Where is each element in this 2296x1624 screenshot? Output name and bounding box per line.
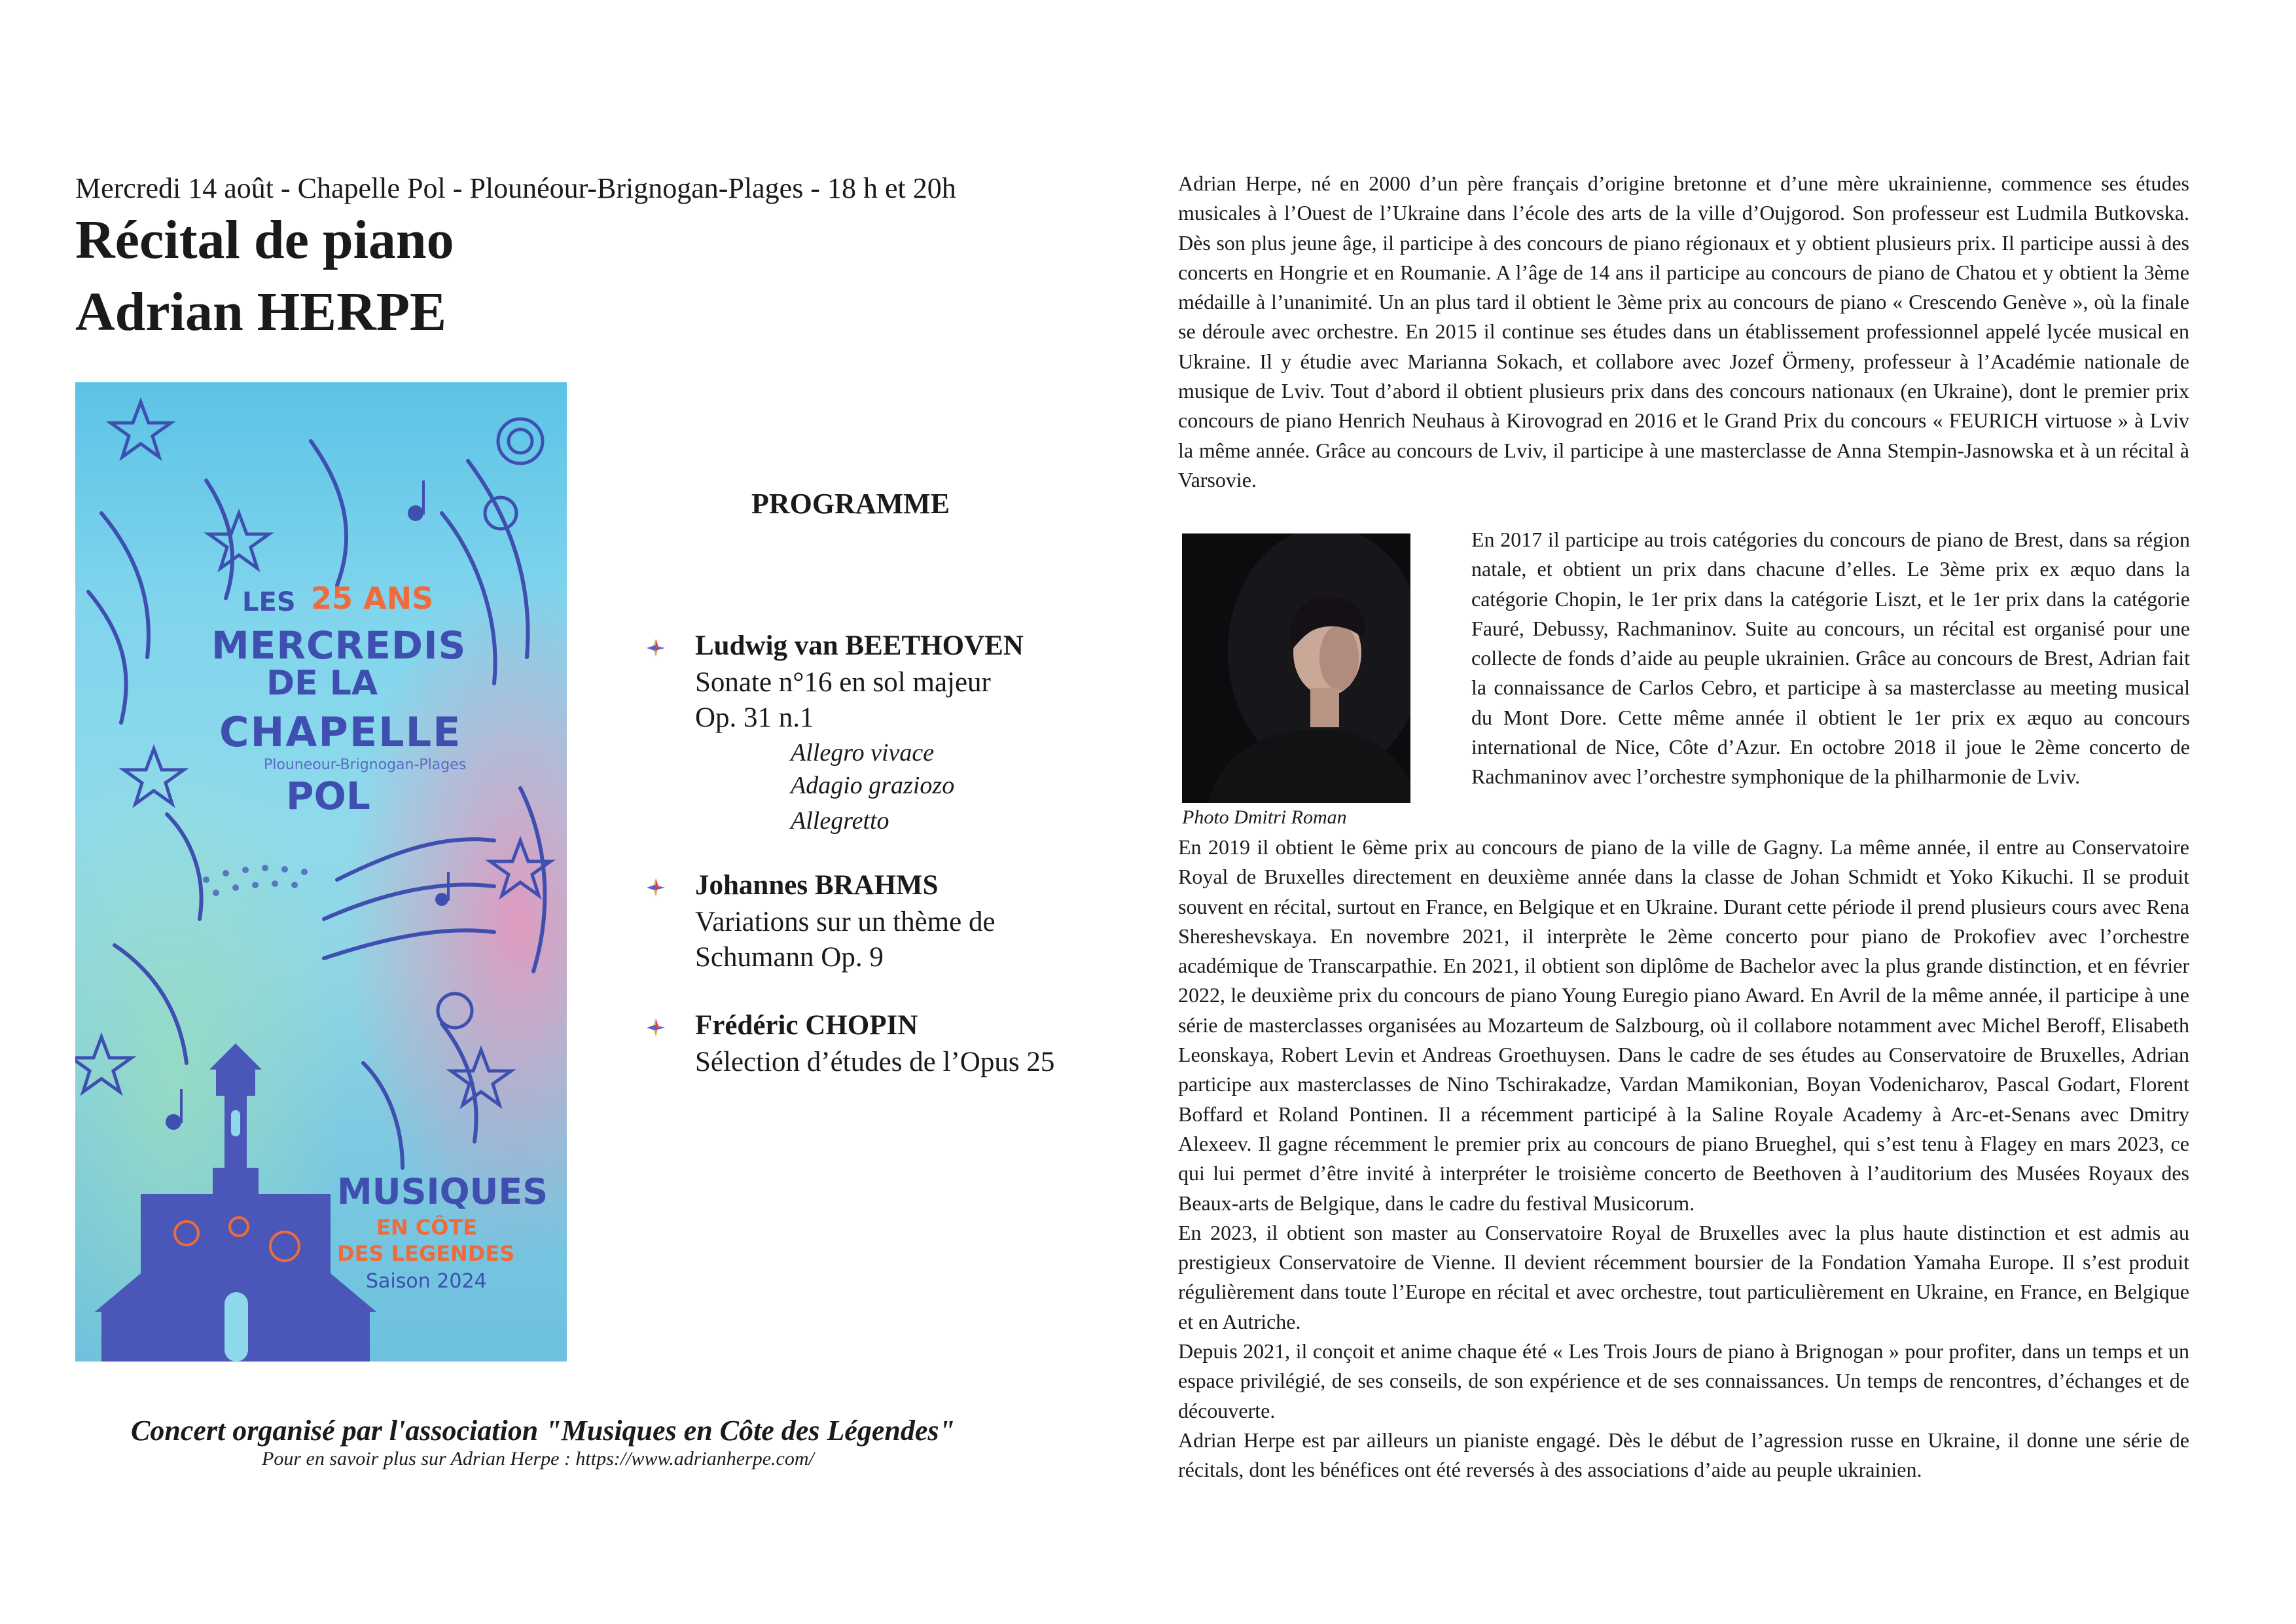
organizer-note: Concert organisé par l'association "Musiques en Côte des Légendes" bbox=[131, 1415, 955, 1447]
poster-des-legendes: DES LEGENDES bbox=[337, 1241, 515, 1266]
poster-mercredis: MERCREDIS bbox=[211, 623, 467, 668]
photo-caption: Photo Dmitri Roman bbox=[1182, 806, 1347, 828]
poster-en-cote: EN CÔTE bbox=[376, 1215, 478, 1240]
bullet-icon bbox=[645, 1017, 666, 1038]
page-title: Récital de piano bbox=[75, 209, 454, 270]
event-subtitle: Mercredi 14 août - Chapelle Pol - Plounéour-Brignogan-Plages - 18 h et 20h bbox=[75, 172, 956, 204]
bio-paragraph: En 2017 il participe au trois catégories du concours de piano de Brest, dans sa région natale, et obtient un prix dans chacune d’elles. Le 3ème prix ex æquo dans la catégorie Chopin, le 1er prix dans la catégorie Liszt, et le 1er prix dans la catégorie Fauré, Debussy, Rachmaninov. Suite au concours, un récital est organisé pour une collecte de fonds d’aide au peuple ukrainien. Grâce au concours de Brest, Adrian fait la connaissance de Carlos Cebro, et participe à sa masterclasse au meeting musical du Mont Dore. Cette même année il obtient le 1er prix ex æquo au concours international de Nice, Côte d’Azur. En octobre 2018 il joue le 2ème concerto de Rachmaninov avec l’orchestre symphonique de la philharmonie de Lviv. bbox=[1471, 528, 2190, 789]
festival-poster bbox=[75, 382, 567, 1362]
movement: Allegretto bbox=[791, 807, 889, 835]
portrait-image bbox=[1182, 533, 1410, 803]
programme-heading: PROGRAMME bbox=[751, 488, 950, 520]
poster-town: Plouneour-Brignogan-Plages bbox=[264, 757, 467, 773]
bio-paragraph: Adrian Herpe, né en 2000 d’un père français d’origine bretonne et d’une mère ukrainienne, commence ses études musicales à l’Ouest de l’Ukraine dans l’école des arts de la ville d’Oujgorod. Son professeur est Ludmila Butkovska. Dès son plus jeune âge, il participe à des concours de piano régionaux et y obtient plusieurs prix. Il participe aussi à des concerts en Hongrie et en Roumanie. A l’âge de 14 ans il participe au concours de piano de Chatou et y obtient la 3ème médaille à l’unanimité. Un an plus tard il obtient le 3ème prix au concours de piano « Crescendo Genève », où la finale se déroule avec orchestre. En 2015 il continue ses études dans un établissement professionnel appelé lycée musical en Ukraine. Il y étudie avec Marianna Sokach, et collabore avec Jozef Örmeny, professeur à l’Académie nationale de musique de Lviv. Tout d’abord il obtient plusieurs prix dans des concours nationaux (en Ukraine), dont le premier prix concours de piano Henrich Neuhaus à Kirovograd en 2016 et le Grand Prix du concours « FEURICH virtuose » à Lviv la même année. Grâce au concours de Lviv, il participe à une masterclasse de Anna Stempin-Jasnowska et à un récital à Varsovie. bbox=[1178, 171, 2189, 492]
work-line: Sélection d’études de l’Opus 25 bbox=[695, 1047, 1055, 1077]
bio-paragraph: En 2019 il obtient le 6ème prix au concours de piano de la ville de Gagny. La même année, il entre au Conservatoire Royal de Bruxelles directement en deuxième année dans la classe de Johan Schmidt et Yoko Kikuchi. Il se produit souvent en récital, surtout en France, en Belgique et en Ukraine. Durant cette période il prend plusieurs cours avec Rena Shereshevskaya. En novembre 2021, il interprète le 2ème concerto pour piano de Prokofiev avec l’orchestre académique de Transcarpathie. En 2021, il obtient son diplôme de Bachelor avec la plus grande distinction, et en février 2022, le deuxième prix du concours de piano Young Euregio piano Award. En Avril de la même année, il participe à une série de masterclasses organisées au Mozarteum de Salzbourg, où il collabore notamment avec Michel Beroff, Elisabeth Leonskaya, Robert Levin et Andreas Groethuysen. Dans le cadre de ses études au Conservatoire de Bruxelles, Adrian participe aux masterclasses de Nino Tschirakadze, Vardan Mamikonian, Boyan Vodenicharov, Pascal Godart, Florent Boffard et Roland Pontinen. Il a récemment participé à la Saline Royale Academy à Arc-et-Senans avec Dmitry Alexeev. Il gagne récemment le premier prix au concours de piano Brueghel, qui s’est tenu à Flagey en mars 2023, ce qui lui permet d’être invité à interpréter le troisième concerto de Beethoven à l’auditorium des Musées Royaux des Beaux-arts de Belgique, dans le cadre du festival Musicorum. bbox=[1178, 835, 2189, 1215]
poster-chapelle: CHAPELLE bbox=[219, 708, 462, 756]
composer-beethoven: Ludwig van BEETHOVEN bbox=[695, 630, 1024, 661]
composer-chopin: Frédéric CHOPIN bbox=[695, 1010, 918, 1041]
poster-musiques: MUSIQUES bbox=[337, 1171, 548, 1212]
poster-les: LES bbox=[242, 587, 296, 617]
artist-photo bbox=[1182, 533, 1410, 803]
poster-anniversary: 25 ANS bbox=[311, 581, 434, 616]
poster-pol: POL bbox=[286, 774, 370, 818]
more-info-link[interactable]: Pour en savoir plus sur Adrian Herpe : https://www.adrianherpe.com/ bbox=[262, 1448, 814, 1470]
work-line: Schumann Op. 9 bbox=[695, 942, 884, 973]
poster-de-la: DE LA bbox=[266, 664, 378, 703]
bullet-icon bbox=[645, 877, 666, 898]
bullet-icon bbox=[645, 638, 666, 659]
bio-paragraph: Adrian Herpe est par ailleurs un pianiste engagé. Dès le début de l’agression russe en Ukraine, il donne une série de récitals, dont les bénéfices ont été reversés à des associations d’aide au peuple ukrainien. bbox=[1178, 1428, 2189, 1482]
movement: Allegro vivace bbox=[791, 739, 935, 767]
bio-paragraph: En 2023, il obtient son master au Conservatoire Royal de Bruxelles avec la plus haute distinction et est admis au prestigieux Conservatoire de Vienne. Il devient récemment boursier de la Fondation Yamaha Europe. Il s’est produit régulièrement dans toute l’Europe en récital et avec orchestre, tout particulièrement en Ukraine, en France, en Belgique et en Autriche. bbox=[1178, 1220, 2189, 1333]
movement: Adagio graziozo bbox=[791, 772, 955, 799]
poster-season: Saison 2024 bbox=[366, 1270, 487, 1293]
performer-name: Adrian HERPE bbox=[75, 281, 447, 342]
bio-paragraph: Depuis 2021, il conçoit et anime chaque été « Les Trois Jours de piano à Brignogan » pour profiter, dans un temps et un espace privilégié, de ses conseils, de son expérience et de ses connaissances. Un temps de rencontres, d’échanges et de découverte. bbox=[1178, 1339, 2189, 1422]
bio-section bbox=[1178, 833, 2189, 1485]
work-line: Sonate n°16 en sol majeur bbox=[695, 667, 991, 698]
work-line: Op. 31 n.1 bbox=[695, 702, 814, 733]
composer-brahms: Johannes BRAHMS bbox=[695, 870, 939, 901]
poster-illustration bbox=[75, 382, 567, 1362]
work-line: Variations sur un thème de bbox=[695, 907, 996, 937]
